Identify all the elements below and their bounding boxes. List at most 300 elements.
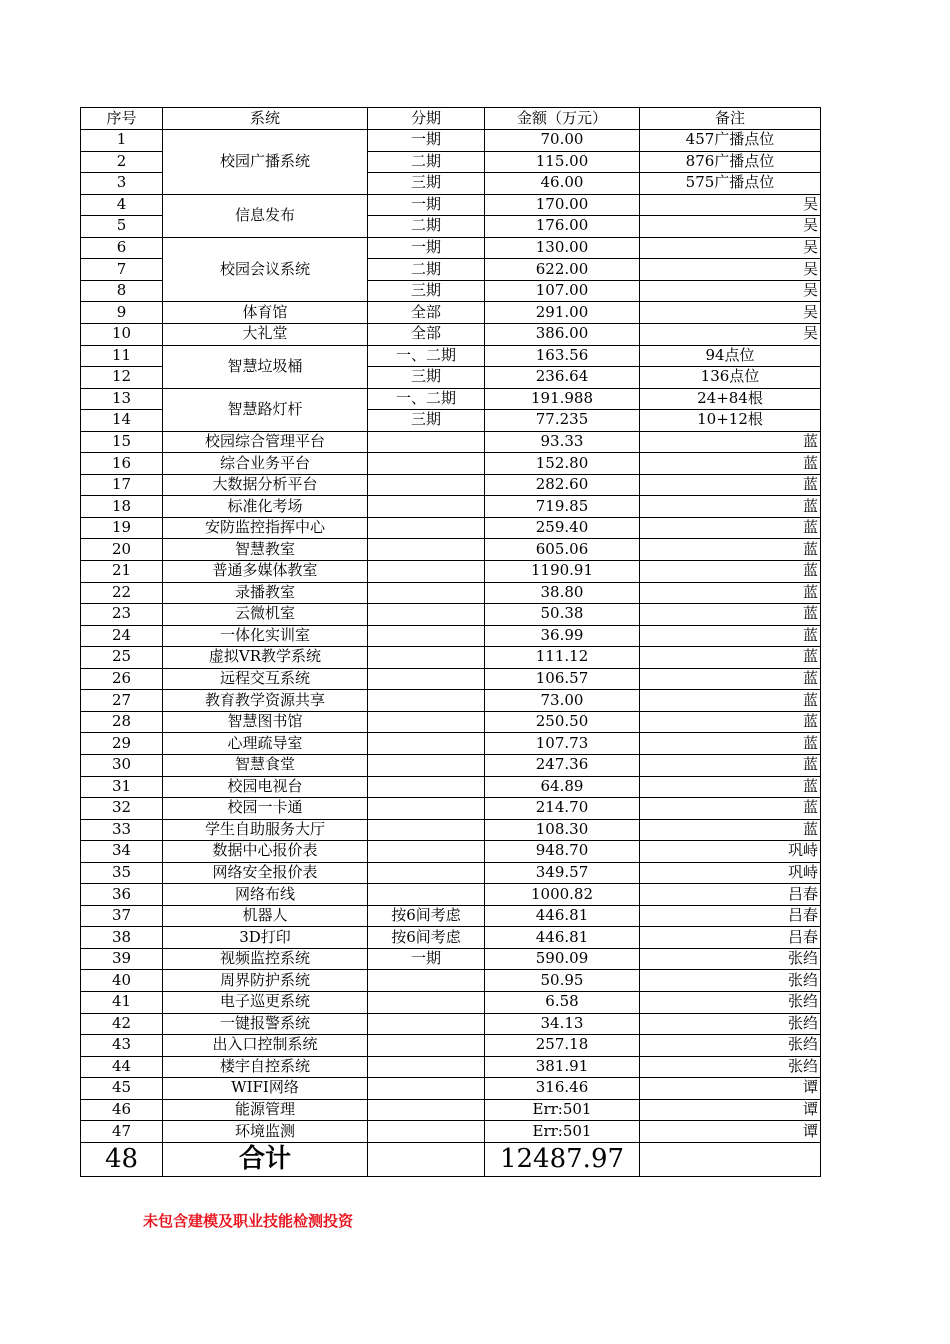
note-cell: 876广播点位 [685,151,775,170]
note-cell: 蓝 [802,690,818,709]
system-name: 智慧路灯杆 [227,399,303,418]
phase-cell [368,474,484,496]
note-cell: 吕春 [787,884,818,903]
budget-table [80,107,820,1188]
row-number: 2 [116,151,127,170]
phase-cell [368,862,484,884]
phase-cell: 一期 [410,130,441,149]
grid-line [80,840,821,841]
row-number: 38 [111,927,132,946]
system-name: 楼宇自控系统 [219,1056,310,1075]
row-number: 5 [116,216,127,235]
amount-cell: 64.89 [540,776,584,795]
grid-line [80,646,821,647]
system-name: 智慧垃圾桶 [227,356,303,375]
grid-line [80,345,821,346]
grid-line [80,948,821,949]
row-number: 17 [111,475,132,494]
grid-line [80,776,821,777]
note-cell: 张绉 [787,1035,818,1054]
amount-cell: 93.33 [540,431,584,450]
grid-line [80,689,821,690]
amount-cell: 446.81 [535,906,589,925]
note-cell: 谭 [802,1121,818,1140]
amount-cell: Err:501 [532,1121,592,1140]
note-cell: 蓝 [802,798,818,817]
note-cell: 张绉 [787,1013,818,1032]
row-number: 9 [116,302,127,321]
row-number: 4 [116,194,127,213]
phase-cell: 二期 [410,151,441,170]
amount-cell: 250.50 [535,712,589,731]
row-number: 32 [111,798,132,817]
note-cell: 吴 [802,238,818,257]
row-number: 46 [111,1100,132,1119]
grid-line [80,107,81,1177]
phase-cell: 三期 [410,367,441,386]
system-name: 综合业务平台 [219,453,310,472]
system-name: 学生自助服务大厅 [204,819,325,838]
grid-line [80,366,163,367]
phase-cell [368,1099,484,1121]
row-number: 6 [116,238,127,257]
system-name: 校园广播系统 [219,151,310,170]
amount-cell: 446.81 [535,927,589,946]
grid-line [80,560,821,561]
grid-line [80,1120,821,1121]
grid-line [80,452,821,453]
row-number: 45 [111,1078,132,1097]
row-number: 12 [111,367,132,386]
note-cell: 吕春 [787,906,818,925]
amount-cell: 50.95 [540,970,584,989]
row-number: 14 [111,410,132,429]
amount-cell: 70.00 [540,130,584,149]
row-number: 22 [111,582,132,601]
system-name: 数据中心报价表 [212,841,318,860]
system-name: 心理疏导室 [227,733,303,752]
amount-cell: 236.64 [535,367,589,386]
phase-cell [368,452,484,474]
amount-cell: 38.80 [540,582,584,601]
amount-cell: 381.91 [535,1056,589,1075]
note-cell: 94点位 [705,345,755,364]
amount-cell: 386.00 [535,324,589,343]
grid-line [367,215,821,216]
phase-cell [368,732,484,754]
system-name: WIFI网络 [231,1078,299,1097]
amount-cell: 719.85 [535,496,589,515]
phase-cell [368,689,484,711]
system-name: 云微机室 [234,604,295,623]
header-system: 系统 [249,108,280,127]
row-number: 27 [111,690,132,709]
row-number: 28 [111,712,132,731]
system-name: 安防监控指挥中心 [204,518,325,537]
amount-cell: 107.00 [535,281,589,300]
amount-cell: 247.36 [535,755,589,774]
grid-line [80,172,163,173]
amount-cell: 111.12 [535,647,589,666]
phase-cell [368,969,484,991]
system-name: 大数据分析平台 [212,475,318,494]
amount-cell: 349.57 [535,862,589,881]
note-cell: 张绉 [787,949,818,968]
phase-cell [368,754,484,776]
phase-cell [368,819,484,841]
grid-line [367,172,821,173]
grid-line [80,819,821,820]
amount-cell: 176.00 [535,216,589,235]
grid-line [80,1013,821,1014]
amount-cell: 50.38 [540,604,584,623]
phase-cell [368,1013,484,1035]
system-name: 能源管理 [234,1100,295,1119]
note-cell: 吴 [802,324,818,343]
amount-cell: 948.70 [535,841,589,860]
row-number: 44 [111,1056,132,1075]
amount-cell: 115.00 [535,151,589,170]
system-name: 体育馆 [242,302,288,321]
note-cell: 136点位 [700,367,760,386]
phase-cell: 三期 [410,173,441,192]
system-name: 录播教室 [234,582,295,601]
phase-cell [368,625,484,647]
amount-cell: 163.56 [535,345,589,364]
note-cell: 蓝 [802,431,818,450]
grid-line [80,474,821,475]
grid-line [80,237,821,238]
phase-cell: 一、二期 [395,388,456,407]
note-cell: 吴 [802,259,818,278]
note-cell: 吴 [802,216,818,235]
total-label: 合计 [238,1143,291,1174]
grid-line [80,582,821,583]
phase-cell: 全部 [410,302,441,321]
amount-cell: 590.09 [535,949,589,968]
system-name: 校园综合管理平台 [204,431,325,450]
note-cell: 巩峙 [787,841,818,860]
phase-cell: 按6间考虑 [391,927,461,946]
note-cell: 蓝 [802,776,818,795]
phase-cell: 三期 [410,410,441,429]
amount-cell: 36.99 [540,625,584,644]
system-name: 一键报警系统 [219,1013,310,1032]
amount-cell: 106.57 [535,669,589,688]
note-cell: 10+12根 [697,410,763,429]
grid-line [367,258,821,259]
grid-line [80,969,821,970]
grid-line [80,1099,821,1100]
grid-line [80,258,163,259]
note-cell: 张绉 [787,970,818,989]
row-number: 37 [111,906,132,925]
system-name: 校园电视台 [227,776,303,795]
phase-cell [368,711,484,733]
amount-cell: 214.70 [535,798,589,817]
grid-line [367,151,821,152]
grid-line [80,129,821,130]
system-name: 教育教学资源共享 [204,690,325,709]
phase-cell: 按6间考虑 [391,906,461,925]
grid-line [80,1142,821,1143]
total-row-number: 48 [104,1143,139,1174]
grid-line [80,732,821,733]
row-number: 7 [116,259,127,278]
row-number: 20 [111,539,132,558]
note-cell: 蓝 [802,819,818,838]
phase-cell [368,1034,484,1056]
amount-cell: 259.40 [535,518,589,537]
phase-cell [368,538,484,560]
phase-cell [368,560,484,582]
note-cell: 谭 [802,1100,818,1119]
header-phase: 分期 [410,108,441,127]
grid-line [367,366,821,367]
system-name: 智慧教室 [234,539,295,558]
system-name: 普通多媒体教室 [212,561,318,580]
note-cell: 张绉 [787,992,818,1011]
note-cell: 蓝 [802,712,818,731]
phase-cell: 一期 [410,194,441,213]
amount-cell: 6.58 [545,992,579,1011]
row-number: 21 [111,561,132,580]
note-cell: 457广播点位 [685,130,775,149]
note-cell: 蓝 [802,475,818,494]
amount-cell: 130.00 [535,238,589,257]
system-name: 网络安全报价表 [212,862,318,881]
grid-line [80,388,821,389]
row-number: 47 [111,1121,132,1140]
system-name: 智慧食堂 [234,755,295,774]
grid-line [80,668,821,669]
amount-cell: 605.06 [535,539,589,558]
system-name: 网络布线 [234,884,295,903]
phase-cell [368,431,484,453]
amount-cell: 152.80 [535,453,589,472]
grid-line [162,107,163,1177]
grid-line [80,495,821,496]
system-name: 校园会议系统 [219,259,310,278]
row-number: 11 [111,345,132,364]
row-number: 3 [116,173,127,192]
phase-cell [368,883,484,905]
system-name: 机器人 [242,906,288,925]
grid-line [80,603,821,604]
amount-cell: 77.235 [535,410,589,429]
grid-line [80,883,821,884]
phase-cell [368,646,484,668]
note-cell: 蓝 [802,647,818,666]
phase-cell [368,797,484,819]
note-cell: 蓝 [802,561,818,580]
row-number: 31 [111,776,132,795]
row-number: 41 [111,992,132,1011]
phase-cell [368,1120,484,1142]
note-cell: 吕春 [787,927,818,946]
row-number: 33 [111,819,132,838]
row-number: 16 [111,453,132,472]
amount-cell: 73.00 [540,690,584,709]
amount-cell: 107.73 [535,733,589,752]
grid-line [820,107,821,1177]
system-name: 环境监测 [234,1121,295,1140]
phase-cell [368,668,484,690]
system-name: 虚拟VR教学系统 [208,647,322,666]
system-name: 一体化实训室 [219,625,310,644]
note-cell: 24+84根 [697,388,763,407]
system-name: 标准化考场 [227,496,303,515]
system-name: 智慧图书馆 [227,712,303,731]
grid-line [80,1034,821,1035]
phase-cell [368,1077,484,1099]
row-number: 29 [111,733,132,752]
row-number: 8 [116,281,127,300]
phase-cell [368,495,484,517]
row-number: 19 [111,518,132,537]
grid-line [80,862,821,863]
system-name: 信息发布 [234,205,295,224]
grid-line [80,431,821,432]
row-number: 34 [111,841,132,860]
row-number: 35 [111,862,132,881]
phase-cell: 全部 [410,324,441,343]
amount-cell: 282.60 [535,475,589,494]
phase-cell: 二期 [410,259,441,278]
amount-cell: 108.30 [535,819,589,838]
row-number: 25 [111,647,132,666]
note-cell: 蓝 [802,582,818,601]
grid-line [367,280,821,281]
amount-cell: 170.00 [535,194,589,213]
amount-cell: 191.988 [530,388,594,407]
grid-line [80,754,821,755]
grid-line [80,1077,821,1078]
row-number: 15 [111,431,132,450]
grid-line [80,215,163,216]
phase-cell [368,582,484,604]
grid-line [80,797,821,798]
row-number: 36 [111,884,132,903]
row-number: 30 [111,755,132,774]
row-number: 43 [111,1035,132,1054]
system-name: 周界防护系统 [219,970,310,989]
phase-cell: 三期 [410,281,441,300]
amount-cell: 291.00 [535,302,589,321]
grid-line [367,107,368,1177]
row-number: 1 [116,130,127,149]
grid-line [80,991,821,992]
phase-cell: 一期 [410,949,441,968]
note-cell: 吴 [802,302,818,321]
note-cell: 蓝 [802,755,818,774]
system-name: 出入口控制系统 [212,1035,318,1054]
amount-cell: Err:501 [532,1100,592,1119]
amount-cell: 257.18 [535,1035,589,1054]
phase-cell [368,776,484,798]
phase-cell [368,1056,484,1078]
row-number: 23 [111,604,132,623]
row-number: 26 [111,669,132,688]
grid-line [80,625,821,626]
grid-line [80,409,163,410]
grid-line [367,409,821,410]
note-cell: 谭 [802,1078,818,1097]
total-phase [368,1142,484,1176]
phase-cell: 一、二期 [395,345,456,364]
system-name: 电子巡更系统 [219,992,310,1011]
note-cell: 张绉 [787,1056,818,1075]
system-name: 视频监控系统 [219,949,310,968]
grid-line [80,194,821,195]
grid-line [80,323,821,324]
grid-line [80,926,821,927]
phase-cell [368,840,484,862]
phase-cell: 二期 [410,216,441,235]
grid-line [80,905,821,906]
phase-cell [368,991,484,1013]
note-cell: 蓝 [802,669,818,688]
amount-cell: 46.00 [540,173,584,192]
note-cell: 575广播点位 [685,173,775,192]
grid-line [80,1056,821,1057]
amount-cell: 1190.91 [530,561,594,580]
note-cell: 蓝 [802,733,818,752]
header-no: 序号 [106,108,137,127]
grid-line [484,107,485,1177]
phase-cell [368,603,484,625]
total-note [640,1142,820,1176]
header-note: 备注 [714,108,745,127]
footnote: 未包含建模及职业技能检测投资 [143,1212,354,1230]
row-number: 40 [111,970,132,989]
amount-cell: 34.13 [540,1013,584,1032]
total-amount: 12487.97 [499,1143,625,1174]
phase-cell: 一期 [410,238,441,257]
amount-cell: 622.00 [535,259,589,278]
grid-line [639,107,640,1177]
note-cell: 巩峙 [787,862,818,881]
phase-cell [368,517,484,539]
grid-line [80,711,821,712]
row-number: 39 [111,949,132,968]
amount-cell: 316.46 [535,1078,589,1097]
system-name: 3D打印 [239,927,291,946]
system-name: 远程交互系统 [219,669,310,688]
note-cell: 蓝 [802,539,818,558]
grid-line [80,301,821,302]
grid-line [80,280,163,281]
row-number: 42 [111,1013,132,1032]
note-cell: 蓝 [802,496,818,515]
grid-line [80,107,821,108]
grid-line [80,151,163,152]
note-cell: 吴 [802,194,818,213]
note-cell: 吴 [802,281,818,300]
row-number: 24 [111,625,132,644]
row-number: 13 [111,388,132,407]
grid-line [80,538,821,539]
note-cell: 蓝 [802,604,818,623]
note-cell: 蓝 [802,625,818,644]
note-cell: 蓝 [802,518,818,537]
row-number: 10 [111,324,132,343]
header-amount: 金额（万元） [516,108,607,127]
amount-cell: 1000.82 [530,884,594,903]
system-name: 大礼堂 [242,324,288,343]
note-cell: 蓝 [802,453,818,472]
grid-line [80,1176,821,1177]
